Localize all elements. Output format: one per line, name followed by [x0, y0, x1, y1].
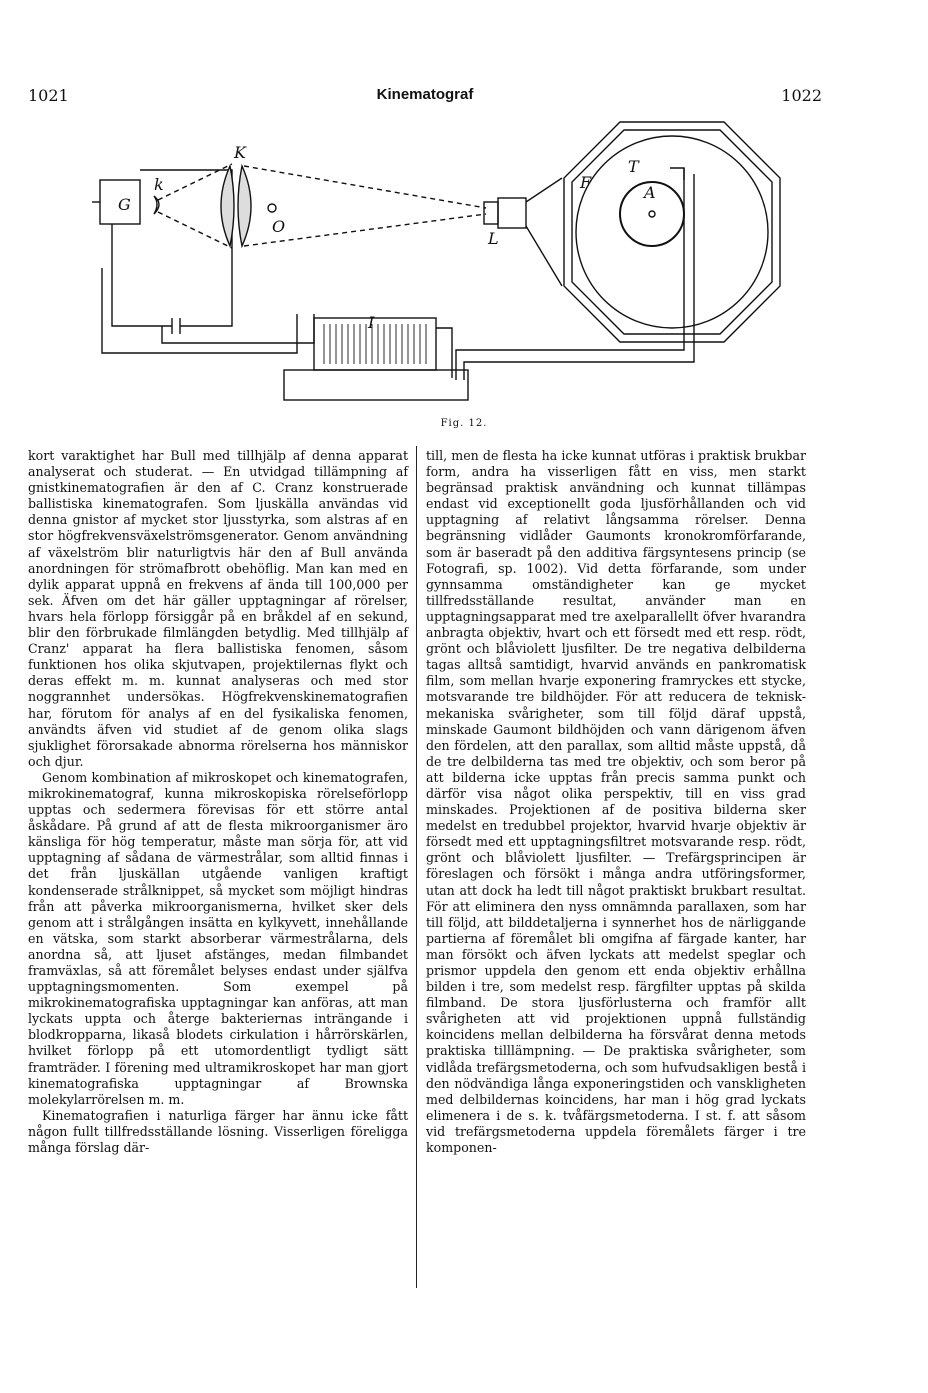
paragraph: till, men de flesta ha icke kunnat utföras i praktisk brukbar form, andra ha visserligen fått en viss, men starkt begränsad praktisk användning och kunnat tillämpas endast vid exceptionellt goda ljusförhållanden och vid upptagning af relativt långsamma rörelser. Denna begränsning vidlåder Gaumonts kronokromförfarande, som är baseradt på den additiva färgsyntesens princip (se Fotografi, sp. 1002). Vid detta förfarande, som under gynnsamma omständigheter kan ge mycket tillfredsställande resultat, använder man en upptagningsapparat med tre axelparallellt öfver hvarandra anbragta objektiv, hvart och ett försedt med ett resp. rödt, grönt och blåviolett ljusfilter. De tre negativa delbilderna tagas alltså samtidigt, hvarvid används en pankromatisk film, som mellan hvarje exponering framryckes ett stycke, motsvarande tre bildhöjder. För att reducera de teknisk-mekaniska svårigheter, som till följd däraf uppstå, minskade Gaumont bildhöjden och vann därigenom äfven den fördelen, att den parallax, som alltid måste uppstå, då de tre delbilderna tas med tre objektiv, och som beror på att bilderna icke upptas från precis samma punkt och därför visa något olika perspektiv, till en viss grad minskades. Projektionen af de positiva bilderna sker medelst en tredubbel projektor, hvarvid hvarje objektiv är försedt med ett upptagningsfiltret motsvarande resp. rödt, grönt och blåviolett ljusfilter. — Trefärgsprincipen är föreslagen och försökt i många andra utföringsformer, utan att dock ha ledt till något praktiskt brukbart resultat. För att eliminera den nyss omnämnda parallaxen, som har till följd, att bilddetaljerna i synnerhet hos de närliggande partierna af föremålet bli omgifna af färgade kanter, har man försökt och äfven lyckats att medelst speglar och prismor uppdela den genom ett enda objektiv erhållna bilden i tre, som medelst resp. färgfilter upptas på skilda filmband. De stora ljusförlusterna och framför allt svårigheten att vid projektionen uppnå fullständig koincidens mellan delbilderna ha försvårat denna metods praktiska tilllämpning. — De praktiska svårigheter, som vidlåda trefärgsmetoderna, och som hufvudsakligen bestå i den nödvändiga långa exponeringstiden och vanskligheten med delbildernas koincidens, har man i hög grad lyckats elimenera i de s. k. tvåfärgsmetoderna. I st. f. att såsom vid trefärgsmetoderna uppdela föremålets färger i tre komponen-	[426, 448, 806, 1156]
paragraph: Kinematografien i naturliga färger har ännu icke fått någon fullt tillfredsställande lösning. Visserligen föreligga många förslag där-	[28, 1107, 408, 1156]
label-G: G	[118, 195, 131, 214]
paragraph: kort varaktighet har Bull med tillhjälp af denna apparat analyserat och studerat. — En utvidgad tillämpning af gnistkinematografien är den af C. Cranz konstruerade ballistiska kinematografen. Som ljuskälla användas vid denna gnistor af mycket stor ljusstyrka, som alstras af en stor högfrekvensväxelströmsgenerator. Genom användning af växelström blir naturligtvis här den af Bull använda anordningen för strömafbrott obehöflig. Man kan med en dylik apparat uppnå en frekvens af ända till 100,000 per sek. Äfven om det här gäller upptagningar af rörelser, hvars hela förlopp försiggår på en bråkdel af en sekund, blir den förbrukade filmlängden betydlig. Med tillhjälp af Cranz' apparat ha flera ballistiska fenomen, såsom funktionen hos olika skjutvapen, projektilernas flykt och deras effekt m. m. kunnat analyseras och med stor noggrannhet undersökas. Högfrekvenskinematografien har, förutom för analys af en del fysikaliska fenomen, användts äfven vid studiet af de genom olika slags sjuklighet förorsakade abnorma rörelserna hos människor och djur.	[28, 448, 408, 769]
column-divider	[416, 446, 417, 1288]
label-O: O	[272, 217, 286, 236]
camera-lens-L	[484, 202, 498, 224]
label-k: k	[154, 175, 164, 194]
label-T: T	[628, 157, 639, 176]
page-header	[28, 86, 822, 110]
coil-base	[284, 370, 468, 400]
running-title: Kinematograf	[376, 86, 474, 103]
apparatus-diagram	[92, 118, 832, 418]
condenser-lens-K-1	[221, 166, 234, 246]
beam-line-2	[158, 212, 232, 248]
housing-nozzle-bottom	[526, 226, 562, 286]
label-K: K	[234, 143, 246, 162]
beam-line-3	[244, 166, 486, 208]
page-number-left: 1021	[28, 86, 69, 105]
left-column	[28, 448, 408, 1156]
induction-coil-I	[314, 318, 436, 370]
label-A: A	[644, 183, 656, 202]
housing-nozzle-top	[526, 178, 562, 202]
contact-T	[670, 168, 684, 180]
object-O	[268, 204, 276, 212]
condenser-lens-K-2	[238, 166, 251, 246]
page-number-right: 1022	[781, 86, 822, 105]
right-column	[426, 448, 806, 1156]
camera-housing-inner	[572, 130, 772, 334]
label-I: I	[368, 313, 375, 332]
label-L: L	[488, 229, 499, 248]
paragraph: Genom kombination af mikroskopet och kinematografen, mikrokinematograf, kunna mikroskopiska rörelseförlopp upptas och sedermera förevisas för ett större antal åskådare. På grund af att de flesta mikroorganismer äro känsliga för hög temperatur, måste man sörja för, att vid upptagning af sådana de värmestrålar, som alltid finnas i det från ljuskällan utgående vanligen kraftigt kondenserade strålknippet, så mycket som möjligt hindras från att påverka mikroorganismerna, hvilket sker dels genom att i strålgången insätta en kylkyvett, innehållande en vätska, som starkt absorberar värmestrålarna, dels anordna så, att ljuset afstänges, medan filmbandet framväxlas, så att föremålet belyses endast under själfva upptagningsmomenten. Som exempel på mikrokinematografiska upptagningar kan anföras, att man lyckats uppta och återge bakteriernas inträngande i blodkropparna, likaså blodets cirkulation i hårrörskärlen, hvilket förlopp på ett utomordentligt tydligt sätt framträder. I förening med ultramikroskopet har man gjort kinematografiska upptagningar af Brownska molekylarrörelsen m. m.	[28, 769, 408, 1107]
apparatus-figure	[92, 118, 832, 418]
wire-to-coil	[162, 314, 314, 343]
film-drum	[576, 136, 768, 328]
coil-windings	[324, 324, 426, 364]
label-F: F	[580, 173, 592, 192]
figure-caption: Fig. 12.	[440, 418, 488, 429]
small-lens-k	[154, 196, 159, 214]
lens-tube	[498, 198, 526, 228]
wire-bottom	[102, 268, 297, 353]
camera-housing	[564, 122, 780, 342]
rotor-axle	[649, 211, 655, 217]
wire-left-down	[112, 224, 172, 326]
